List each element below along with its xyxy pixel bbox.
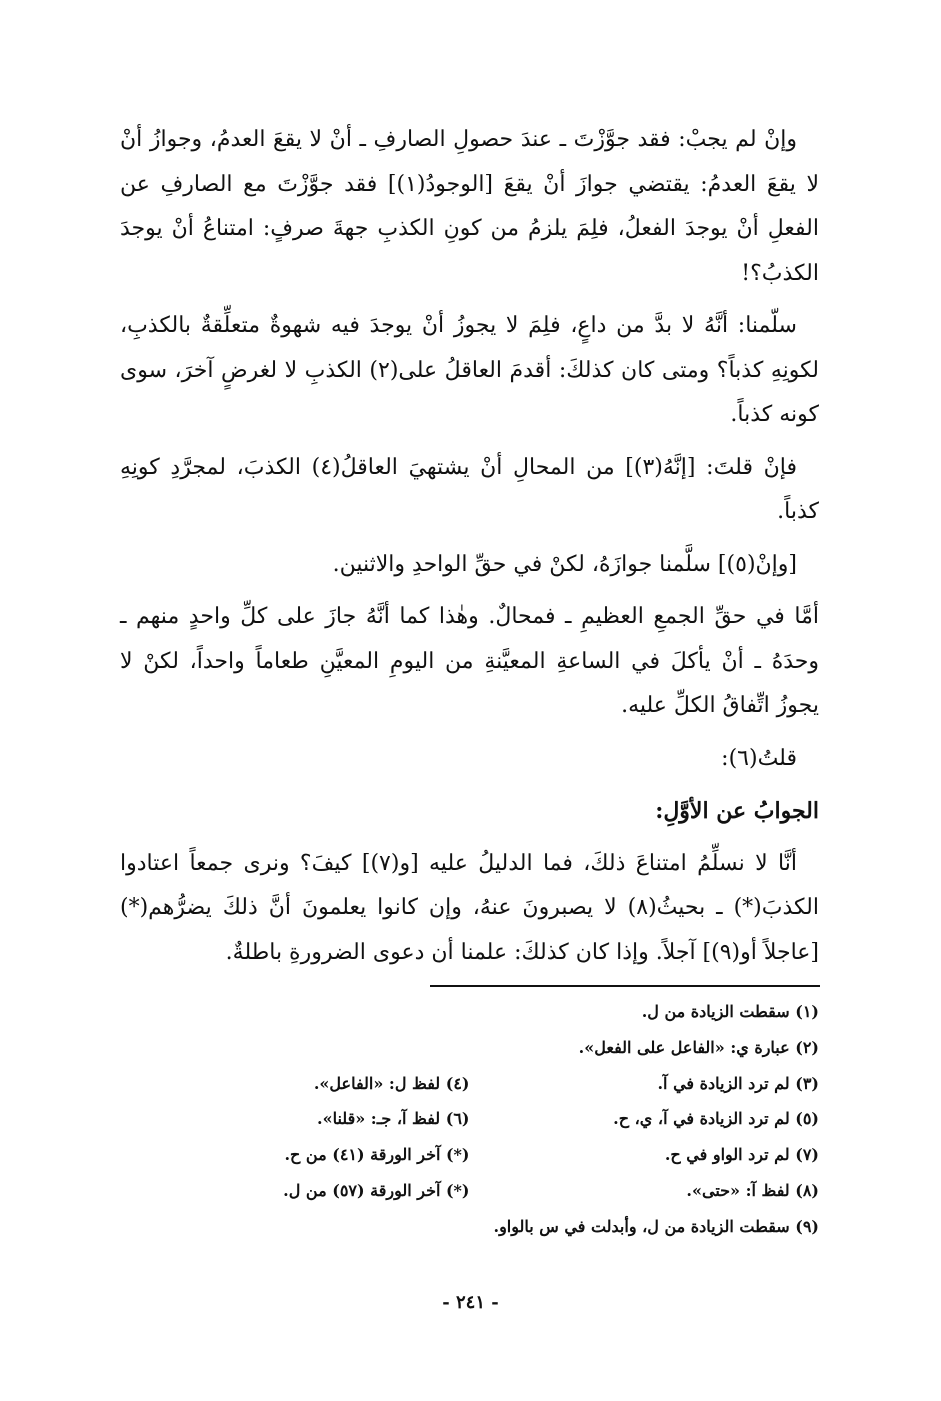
footnote-2: (٢) عبارة ي: «الفاعل على الفعل». (578, 1037, 819, 1057)
footnote-6: (٦) لفظ آ، جـ: «قلنا». (317, 1109, 470, 1129)
footnote-1: (١) سقطت الزيادة من ل. (641, 1002, 819, 1021)
footnote-row (120, 1137, 819, 1173)
main-text (120, 118, 819, 983)
section-heading: الجوابُ عن الأوَّلِ: (655, 798, 819, 824)
footnote-7: (٧) لم ترد الواو في ح. (664, 1145, 819, 1165)
page-number: - ٢٤١ - (442, 1292, 499, 1313)
paragraph-2: سلّمنا: أنَّهُ لا بدَّ من داعٍ، فلِمَ لا يجوزُ أنْ يوجدَ فيه شهوةٌ متعلِّقةٌ بالكذبِ، لكونِهِ كذباً؟ ومتى كان كذلكَ: أقدمَ العاقلُ على(٢) الكذبِ لا لغرضٍ آخرَ، سوى كونه كذباً. (120, 313, 819, 427)
footnote-star-2: (*) آخر الورقة (٥٧) من ل. (283, 1180, 470, 1200)
footnotes (120, 994, 819, 1245)
footnote-row (120, 994, 819, 1030)
paragraph-5: أمَّا في حقِّ الجمعِ العظيمِ ـ فمحالٌ. وهٰذا كما أنَّهُ جازَ على كلِّ واحدٍ منهم ـ وحدَهُ ـ أنْ يأكلَ في الساعةِ المعيَّنةِ من اليومِ المعيَّنِ طعاماً واحداً، لكنْ لا يجوزُ اتِّفاقُ الكلِّ عليه. (120, 604, 819, 718)
paragraph-7: أنَّا لا نسلِّمُ امتناعَ ذلكَ، فما الدليلُ عليه [و(٧)] كيفَ؟ ونرى جمعاً اعتادوا الكذبَ(*) ـ بحيثُ(٨) لا يصبرونَ عنهُ، وإن كانوا يعلمونَ أنَّ ذلكَ يضرُّهم(*) [عاجلاً أو(٩)] آجلاً. وإذا كان كذلكَ: علمنا أن دعوى الضرورةِ باطلةٌ. (120, 850, 819, 965)
footnote-separator (430, 985, 820, 987)
footnote-5: (٥) لم ترد الزيادة في آ، ي، ح. (613, 1109, 819, 1129)
footnote-9: (٩) سقطت الزيادة من ل، وأبدلت في س بالواو. (493, 1216, 819, 1236)
paragraph-6: قلتُ(٦): (721, 745, 797, 771)
footnote-row (120, 1101, 819, 1137)
footnote-4: (٤) لفظ ل: «الفاعل». (313, 1073, 470, 1093)
footnote-row (120, 1209, 819, 1245)
paragraph-1: وإنْ لم يجبْ: فقد جوَّزْتَ ـ عندَ حصولِ الصارفِ ـ أنْ لا يقعَ العدمُ، وجوازُ أنْ لا يقعَ العدمُ: يقتضي جوازَ أنْ يقعَ [الوجودُ(١)] فقد جوَّزْتَ مع الصارفِ عن الفعلِ أنْ يوجدَ الفعلُ، فلِمَ يلزمُ من كونِ الكذبِ جهةَ صرفٍ: امتناعُ أنْ يوجدَ الكذبُ؟! (120, 127, 819, 286)
footnote-3: (٣) لم ترد الزيادة في آ. (657, 1073, 819, 1093)
footnote-8: (٨) لفظ آ: «حتى». (686, 1180, 819, 1200)
paragraph-3: فإنْ قلتَ: [إنَّهُ(٣)] من المحالِ أنْ يشتهيَ العاقلُ(٤) الكذبَ، لمجرَّدِ كونِهِ كذباً. (120, 454, 819, 524)
footnote-row (120, 1030, 819, 1066)
paragraph-4: [وإنْ(٥)] سلَّمنا جوازَهُ، لكنْ في حقِّ الواحدِ والاثنين. (332, 551, 797, 577)
footnote-row (120, 1066, 819, 1102)
footnote-star-1: (*) آخر الورقة (٤١) من ح. (284, 1145, 470, 1165)
footnote-row (120, 1173, 819, 1209)
